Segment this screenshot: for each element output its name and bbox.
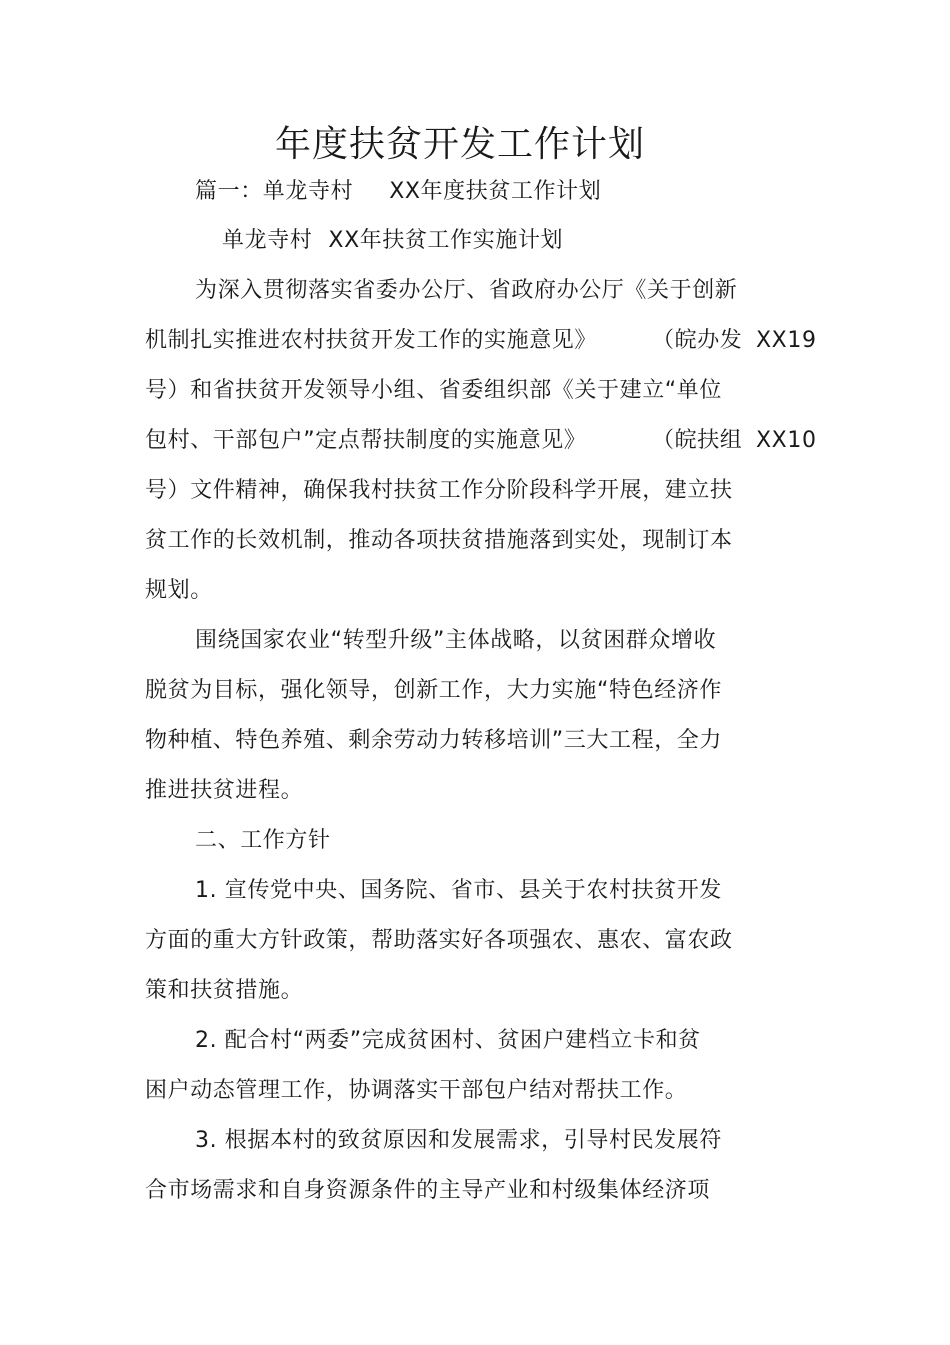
- text-line: 物种植、特色养殖、剩余劳动力转移培训”三大工程，全力: [145, 728, 722, 753]
- text-line: 包村、干部包户”定点帮扶制度的实施意见》: [145, 428, 587, 453]
- text-line: 1. 宣传党中央、国务院、省市、县关于农村扶贫开发: [195, 878, 722, 903]
- sub-heading-plan: XX年扶贫工作实施计划: [328, 228, 564, 253]
- section-heading: [195, 177, 601, 207]
- text-line: 困户动态管理工作，协调落实干部包户结对帮扶工作。: [145, 1078, 688, 1103]
- reference-prefix: （皖办发: [652, 328, 743, 353]
- reference-number: XX19: [756, 328, 817, 353]
- reference-number: XX10: [756, 428, 817, 453]
- sub-heading-village: 单龙寺村: [222, 228, 313, 253]
- section-heading-suffix: XX年度扶贫工作计划: [389, 179, 602, 204]
- text-line: 3. 根据本村的致贫原因和发展需求，引导村民发展符: [195, 1128, 722, 1153]
- text-line: 2. 配合村“两委”完成贫困村、贫困户建档立卡和贫: [195, 1028, 701, 1053]
- section-heading-policy: 二、工作方针: [195, 828, 331, 853]
- text-line: 策和扶贫措施。: [145, 978, 304, 1003]
- reference-prefix: （皖扶组: [652, 428, 743, 453]
- text-line: 号）文件精神，确保我村扶贫工作分阶段科学开展，建立扶: [145, 478, 733, 503]
- text-line: 脱贫为目标，强化领导，创新工作，大力实施“特色经济作: [145, 678, 722, 703]
- text-line: 推进扶贫进程。: [145, 778, 304, 803]
- text-line: 合市场需求和自身资源条件的主导产业和村级集体经济项: [145, 1178, 711, 1203]
- text-line: 机制扎实推进农村扶贫开发工作的实施意见》: [145, 328, 598, 353]
- text-line: 为深入贯彻落实省委办公厅、省政府办公厅《关于创新: [195, 278, 738, 303]
- text-line: 贫工作的长效机制，推动各项扶贫措施落到实处，现制订本: [145, 528, 733, 553]
- text-line: 号）和省扶贫开发领导小组、省委组织部《关于建立“单位: [145, 378, 722, 403]
- document-title: 年度扶贫开发工作计划: [274, 124, 645, 165]
- text-line: 方面的重大方针政策，帮助落实好各项强农、惠农、富农政: [145, 928, 733, 953]
- section-heading-prefix: 篇一：单龙寺村: [195, 179, 354, 204]
- text-line: 规划。: [145, 578, 213, 603]
- sub-heading: [222, 226, 563, 256]
- text-line: 围绕国家农业“转型升级”主体战略，以贫困群众增收: [195, 628, 717, 653]
